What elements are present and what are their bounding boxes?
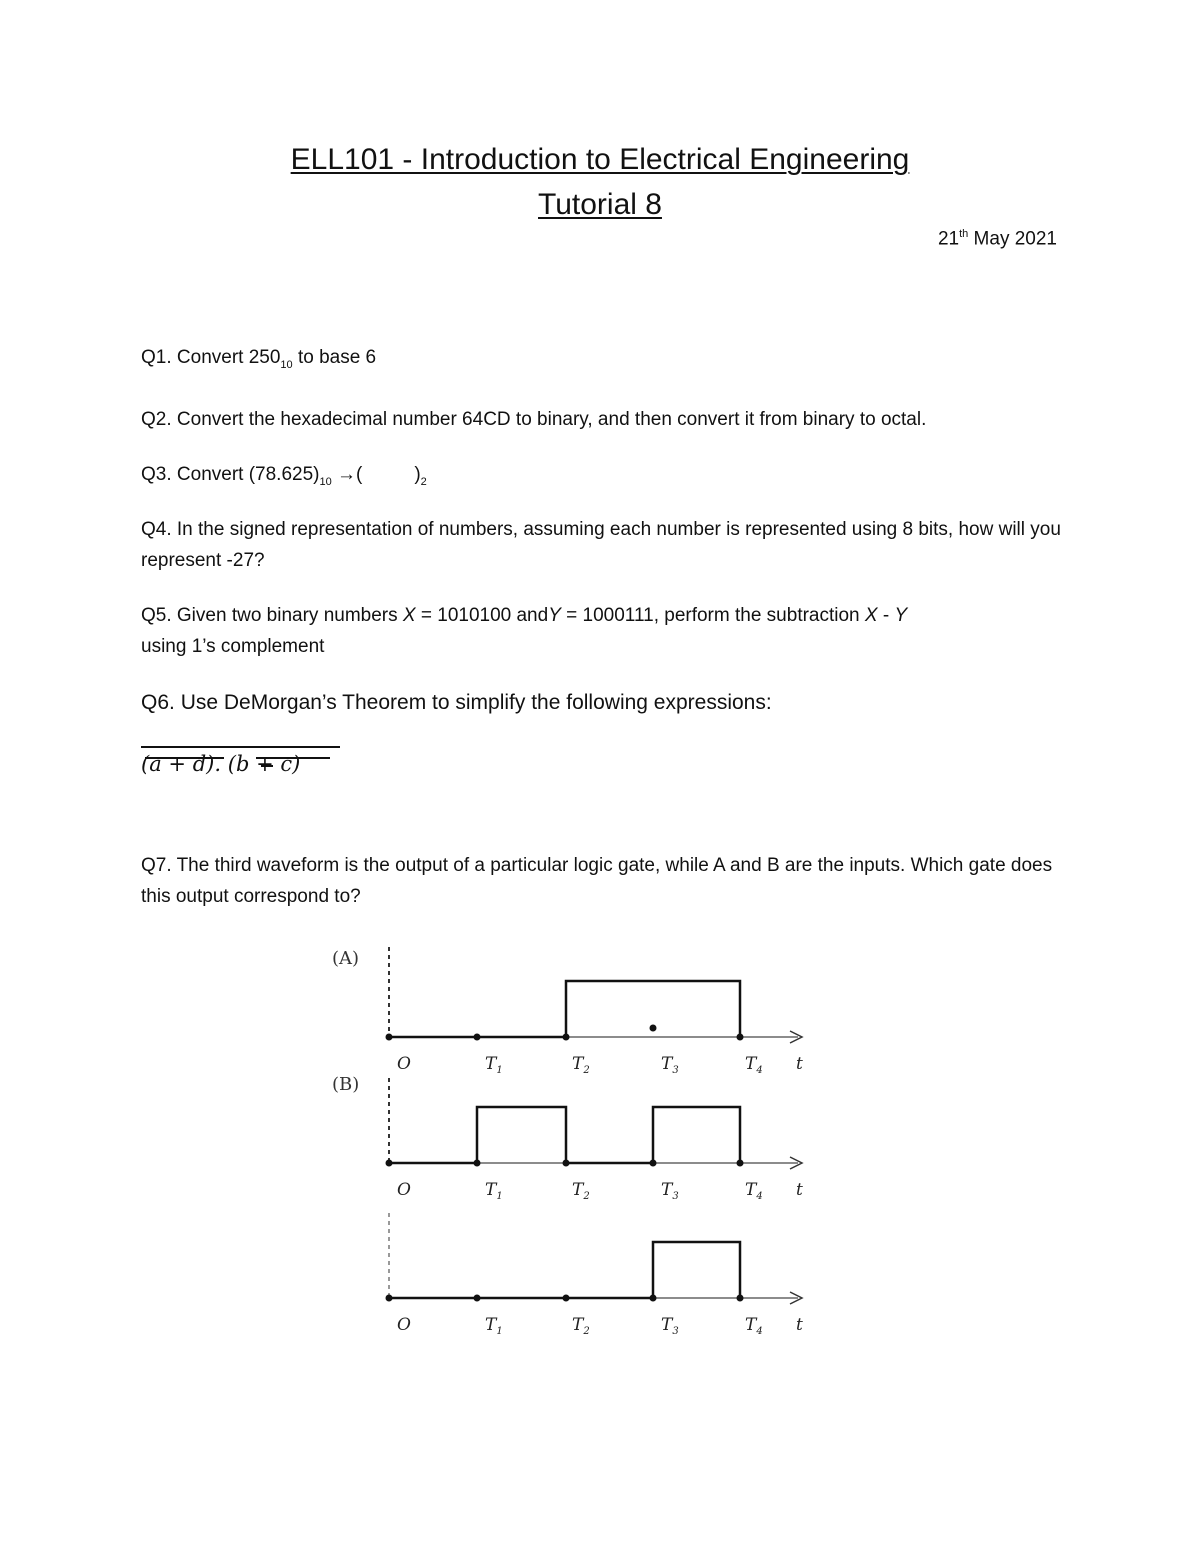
- q5-text-3: = 1000111, perform the subtraction: [560, 605, 865, 626]
- time-label-1-5: t: [796, 1180, 803, 1200]
- time-dot-0-0: [386, 1034, 393, 1041]
- expr-var-a: a: [149, 752, 162, 776]
- q6-expression: [141, 752, 300, 776]
- q6-label: Q6.: [141, 691, 175, 714]
- question-4: [141, 514, 1061, 576]
- q5-text-4: -: [877, 605, 895, 626]
- waveform-signal-2: [389, 1242, 740, 1298]
- q1-text-end: to base 6: [297, 347, 377, 368]
- waveform-signal-1: [389, 1107, 740, 1163]
- time-label-0-3: $T_3$: [661, 1054, 679, 1076]
- timing-diagram: [320, 935, 820, 1355]
- date-suffix: th: [959, 228, 969, 240]
- q3-subscript-1: 10: [319, 476, 332, 488]
- question-7: [141, 850, 1061, 912]
- q6-text: Use DeMorgan’s Theorem to simplify the following expressions:: [180, 691, 772, 714]
- q5-var-y2: Y: [894, 605, 908, 626]
- time-label-0-1: $T_1$: [485, 1054, 503, 1076]
- time-label-1-1: $T_1$: [485, 1180, 503, 1202]
- q5-var-y: Y: [548, 605, 561, 626]
- q7-text: The third waveform is the output of a particular logic gate, while A and B are the inputs. Which gate does this output correspond to?: [141, 855, 1053, 907]
- time-dot-2-4: [737, 1295, 744, 1302]
- q4-label: Q4.: [141, 519, 172, 540]
- q3-subscript-2: 2: [420, 476, 427, 488]
- document-date: [938, 228, 1057, 250]
- time-label-0-4: $T_4$: [745, 1054, 763, 1076]
- q7-label: Q7.: [141, 855, 172, 876]
- q5-var-x2: X: [864, 605, 878, 626]
- waveform-signal-0: [389, 981, 740, 1037]
- time-dot-2-2: [563, 1295, 570, 1302]
- time-label-1-2: $T_2$: [572, 1180, 590, 1202]
- expr-var-d: d: [192, 752, 207, 776]
- question-1: [141, 342, 1061, 381]
- time-label-2-5: t: [796, 1315, 803, 1335]
- question-3: [141, 459, 1061, 498]
- time-label-0-5: t: [796, 1054, 803, 1074]
- q2-text: Convert the hexadecimal number 64CD to binary, and then convert it from binary to octal.: [176, 409, 927, 430]
- time-dot-1-0: [386, 1160, 393, 1167]
- q3-arrow: →(: [337, 464, 363, 485]
- q1-text: Convert 250: [176, 347, 281, 368]
- expr-plus-2: +: [256, 752, 274, 776]
- time-dot-1-1: [474, 1160, 481, 1167]
- date-day: 21: [937, 228, 960, 250]
- document-title: ELL101 - Introduction to Electrical Engineering: [290, 143, 910, 176]
- q1-label: Q1.: [141, 347, 172, 368]
- q3-close: ): [414, 464, 421, 485]
- time-label-0-0: O: [397, 1054, 411, 1074]
- expr-paren-close-dot: ).: [206, 752, 222, 776]
- time-label-1-0: O: [397, 1180, 411, 1200]
- time-label-2-0: O: [397, 1315, 411, 1335]
- time-label-2-1: $T_1$: [485, 1315, 503, 1337]
- time-dot-0-4: [737, 1034, 744, 1041]
- q3-text: Convert (78.625): [176, 464, 320, 485]
- date-month-year: May 2021: [973, 228, 1057, 250]
- expr-var-c: c: [280, 752, 293, 776]
- time-dot-0-1: [474, 1034, 481, 1041]
- q5-text-5: using 1’s complement: [141, 636, 325, 657]
- q5-var-x: X: [402, 605, 416, 626]
- question-5: [141, 600, 1061, 662]
- waveform-label-1: (B): [332, 1074, 360, 1095]
- time-dot-1-2: [563, 1160, 570, 1167]
- time-dot-2-0: [386, 1295, 393, 1302]
- question-2: [141, 404, 1061, 435]
- time-dot-0-3: [650, 1025, 657, 1032]
- waveform-label-0: (A): [332, 948, 360, 969]
- time-dot-1-4: [737, 1160, 744, 1167]
- time-label-2-2: $T_2$: [572, 1315, 590, 1337]
- q5-text-2: = 1010100 and: [415, 605, 549, 626]
- time-label-1-4: $T_4$: [745, 1180, 763, 1202]
- time-dot-2-3: [650, 1295, 657, 1302]
- expr-paren-open-2: (: [227, 752, 236, 776]
- time-label-0-2: $T_2$: [572, 1054, 590, 1076]
- expr-plus: +: [168, 752, 187, 776]
- time-dot-2-1: [474, 1295, 481, 1302]
- time-label-2-4: $T_4$: [745, 1315, 763, 1337]
- document-subtitle: Tutorial 8: [538, 188, 662, 221]
- q5-label: Q5.: [141, 605, 172, 626]
- q3-label: Q3.: [141, 464, 172, 485]
- time-label-2-3: $T_3$: [661, 1315, 679, 1337]
- expr-paren-close-2: ): [292, 752, 301, 776]
- q4-text: In the signed representation of numbers, assuming each number is represented using 8 bits, how will you represent -27?: [141, 519, 1061, 571]
- q5-text-1: Given two binary numbers: [176, 605, 403, 626]
- q1-subscript: 10: [280, 359, 293, 371]
- q2-label: Q2.: [141, 409, 172, 430]
- expr-outer-overline: [141, 746, 340, 748]
- time-dot-1-3: [650, 1160, 657, 1167]
- expr-paren-open: (: [141, 752, 150, 776]
- time-dot-0-2: [563, 1034, 570, 1041]
- question-6: [141, 687, 1061, 718]
- time-label-1-3: $T_3$: [661, 1180, 679, 1202]
- expr-var-b: b: [235, 752, 250, 776]
